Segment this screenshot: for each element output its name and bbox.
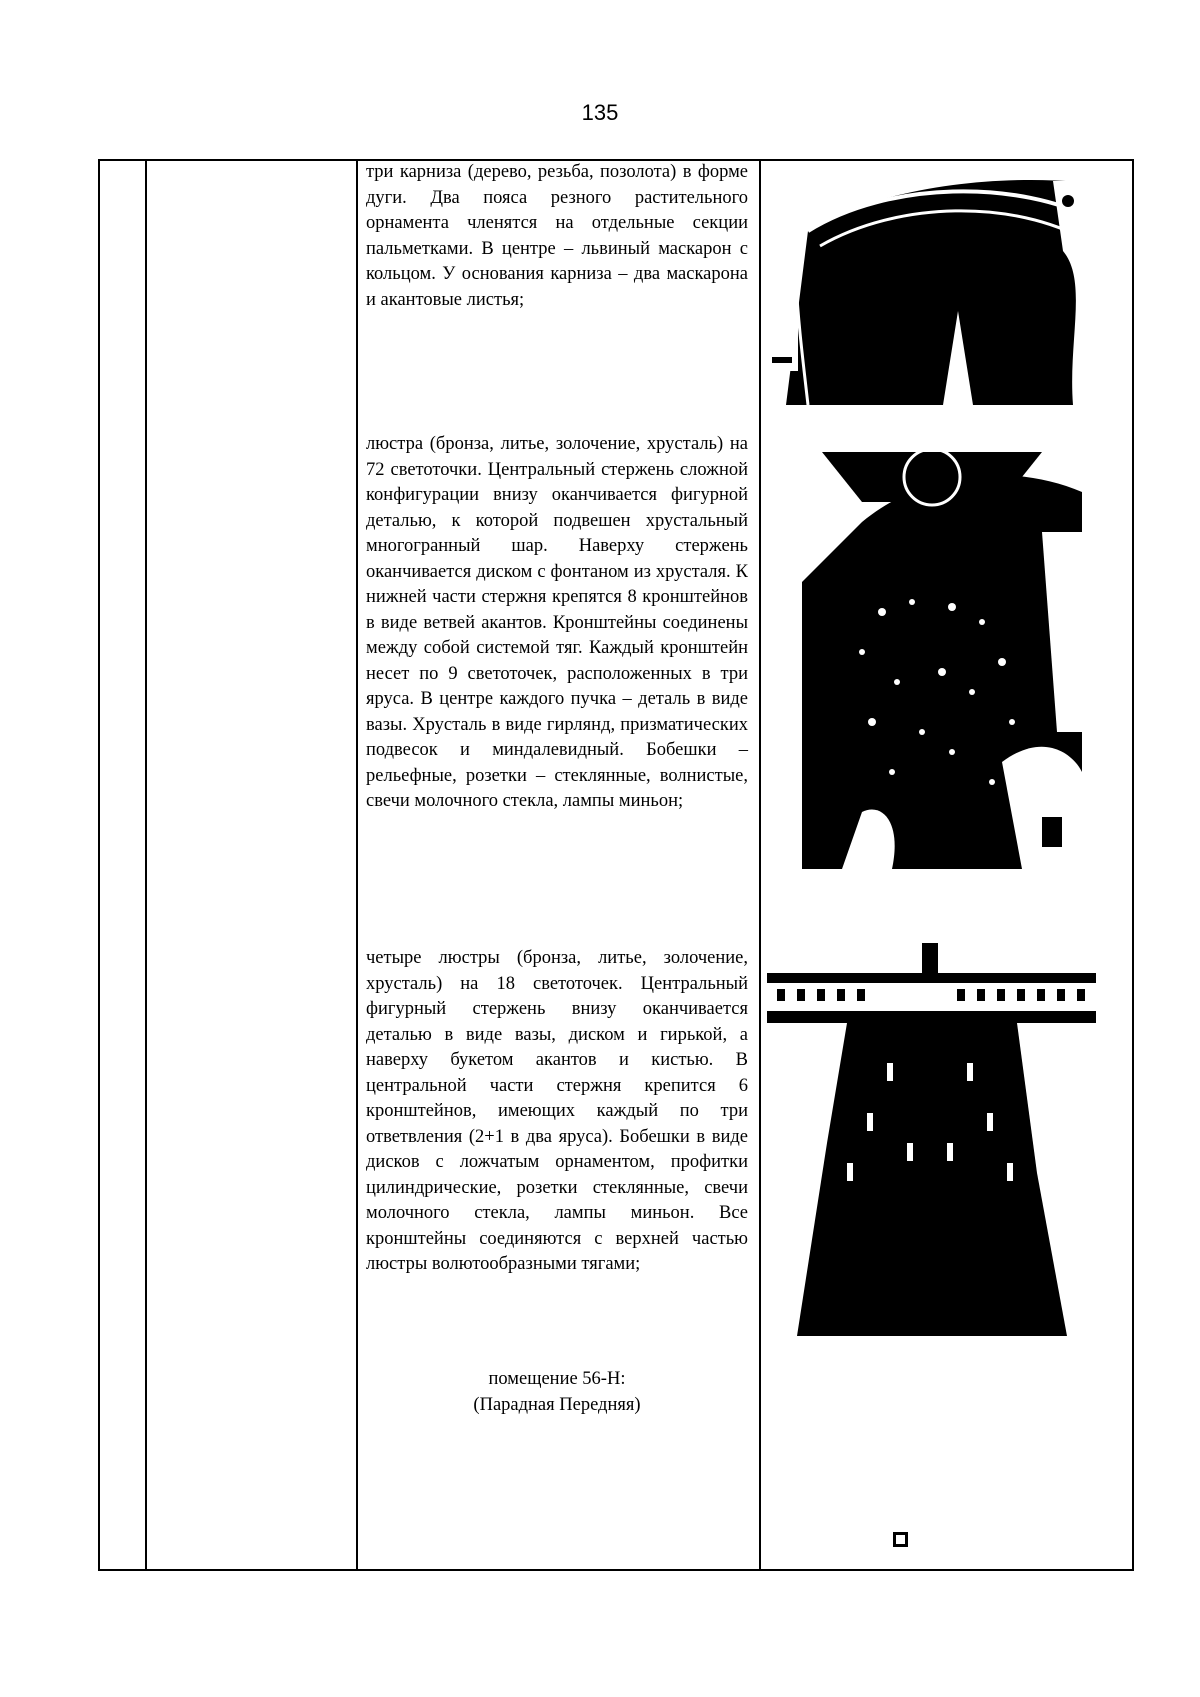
entry-chandelier-72-text: люстра (бронза, литье, золочение, хрусталь) на 72 светоточки. Центральный стержень сложной конфигурации внизу оканчивается фигурной деталью, к которой подвешен хрустальный многогранный шар. Наверху стержень оканчивается диском с фонтаном из хрусталя. К нижней части стержня крепятся 8 кронштейнов в виде ветвей акантов. Кронштейны соединены между собой системой тяг. Каждый кронштейн несет по 9 светоточек, расположенных в три яруса. В центре каждого пучка – деталь в виде вазы. Хрусталь в виде гирлянд, призматических подвесок и миндалевидный. Бобешки – рельефные, розетки – стеклянные, волнистые, свечи молочного стекла, лампы миньон; [366,434,748,811]
chandelier-72-photo [802,432,1082,869]
cornice-photo [768,161,1118,405]
entry-cornice-text: три карниза (дерево, резьба, позолота) в форме дуги. Два пояса резного растительного орнамента членятся на отдельные секции пальметками. В центре – львиный маскарон с кольцом. У основания карниза – два маскарона и акантовые листья; [366,162,748,310]
chandeliers-18-photo [767,943,1096,1336]
column-divider-3 [759,161,761,1569]
page-number: 135 [581,100,619,125]
entry-chandeliers-18-text: четыре люстры (бронза, литье, золочение, хрусталь) на 18 светоточек. Центральный фигурный стержень внизу оканчивается деталью в виде вазы, диском и гирькой, а наверху букетом акантов и кистью. В центральной части стержня крепится 6 кронштейнов, имеющих каждый по три ответвления (2+1 в два яруса). Бобешки в виде дисков с ложчатым орнаментом, профитки цилиндрические, розетки стеклянные, свечи молочного стекла, лампы миньон. Все кронштейны соединяются с верхней частью люстры волютообразными тягами; [366,948,748,1274]
room-name: (Парадная Передняя) [473,1394,641,1415]
column-divider-2 [356,161,358,1569]
checkbox-icon [893,1532,908,1547]
column-divider-1 [145,161,147,1569]
room-heading [366,1367,748,1418]
room-number: помещение 56-Н: [488,1369,626,1389]
